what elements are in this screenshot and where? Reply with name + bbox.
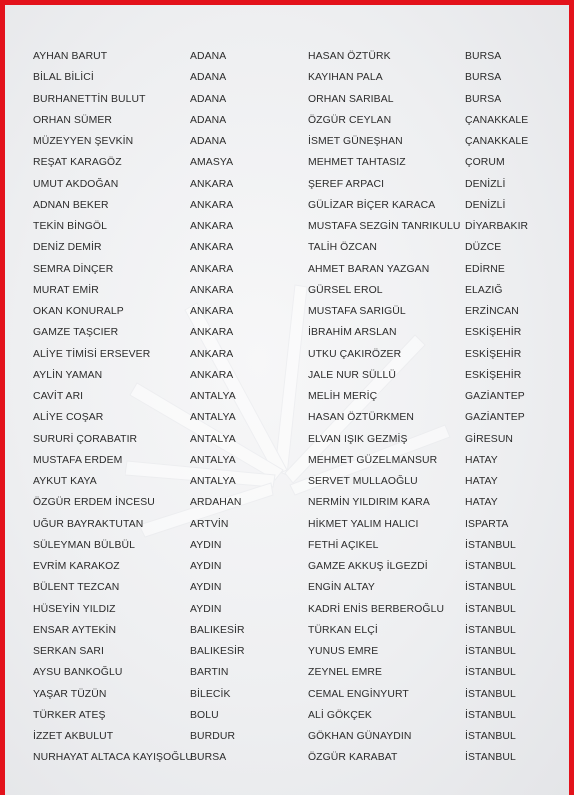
member-name: HASAN ÖZTÜRK <box>308 51 391 62</box>
member-city: BURSA <box>465 94 502 105</box>
member-name: SERVET MULLAOĞLU <box>308 476 418 487</box>
member-city: DENİZLİ <box>465 179 506 190</box>
member-name: SEMRA DİNÇER <box>33 264 114 275</box>
member-city: İSTANBUL <box>465 710 516 721</box>
member-city: ANTALYA <box>190 455 236 466</box>
member-city: İSTANBUL <box>465 731 516 742</box>
member-city: ELAZIĞ <box>465 285 503 296</box>
member-name: AHMET BARAN YAZGAN <box>308 264 430 275</box>
member-city: ADANA <box>190 136 227 147</box>
member-name: TALİH ÖZCAN <box>308 242 378 253</box>
member-name: AYHAN BARUT <box>33 51 108 62</box>
member-city: ANKARA <box>190 221 234 232</box>
member-city: ANKARA <box>190 264 234 275</box>
member-city: ESKİŞEHİR <box>465 349 522 360</box>
member-name: BURHANETTİN BULUT <box>33 94 146 105</box>
member-city: ISPARTA <box>465 519 509 530</box>
member-name: BÜLENT TEZCAN <box>33 582 120 593</box>
member-name: ŞEREF ARPACI <box>308 179 385 190</box>
member-city: AMASYA <box>190 157 234 168</box>
member-city: AYDIN <box>190 540 222 551</box>
member-name: KADRİ ENİS BERBEROĞLU <box>308 604 445 615</box>
member-name: ÖZGÜR KARABAT <box>308 752 398 763</box>
member-name: ÖZGÜR CEYLAN <box>308 115 392 126</box>
member-name: GÜLİZAR BİÇER KARACA <box>308 200 436 211</box>
member-city: ADANA <box>190 94 227 105</box>
member-city: İSTANBUL <box>465 646 516 657</box>
member-name: YUNUS EMRE <box>308 646 379 657</box>
member-name: ENSAR AYTEKİN <box>33 625 117 636</box>
member-city: İSTANBUL <box>465 625 516 636</box>
member-name: MEHMET TAHTASIZ <box>308 157 406 168</box>
member-city: AYDIN <box>190 582 222 593</box>
member-city: BALIKESİR <box>190 646 245 657</box>
member-name: TÜRKER ATEŞ <box>33 710 106 721</box>
member-city: ANTALYA <box>190 412 236 423</box>
member-city: ANKARA <box>190 349 234 360</box>
member-city: ANKARA <box>190 179 234 190</box>
member-name: GÖKHAN GÜNAYDIN <box>308 731 412 742</box>
member-name: UĞUR BAYRAKTUTAN <box>33 519 144 530</box>
member-city: İSTANBUL <box>465 561 516 572</box>
member-name: ORHAN SARIBAL <box>308 94 394 105</box>
member-name: ELVAN IŞIK GEZMİŞ <box>308 434 408 445</box>
member-city: GAZİANTEP <box>465 412 525 423</box>
member-name: UMUT AKDOĞAN <box>33 179 119 190</box>
member-city: İSTANBUL <box>465 604 516 615</box>
member-city: BİLECİK <box>190 689 231 700</box>
member-city: ÇANAKKALE <box>465 115 529 126</box>
member-name: İZZET AKBULUT <box>33 731 114 742</box>
member-city: ANKARA <box>190 285 234 296</box>
member-city: ADANA <box>190 72 227 83</box>
member-name: JALE NUR SÜLLÜ <box>308 370 397 381</box>
member-city: BOLU <box>190 710 219 721</box>
member-city: BARTIN <box>190 667 229 678</box>
member-city: ERZİNCAN <box>465 306 519 317</box>
member-city: ARTVİN <box>190 519 229 530</box>
member-city: BURSA <box>465 51 502 62</box>
member-name: İSMET GÜNEŞHAN <box>308 136 403 147</box>
member-name: GAMZE AKKUŞ İLGEZDİ <box>308 561 428 572</box>
member-name: YAŞAR TÜZÜN <box>33 689 107 700</box>
member-name: GÜRSEL EROL <box>308 285 383 296</box>
member-name: İBRAHİM ARSLAN <box>308 327 397 338</box>
member-city: AYDIN <box>190 561 222 572</box>
member-name: ALİYE TİMİSİ ERSEVER <box>33 349 151 360</box>
member-city: ÇANAKKALE <box>465 136 529 147</box>
member-city: ARDAHAN <box>190 497 242 508</box>
member-city: İSTANBUL <box>465 582 516 593</box>
member-city: ESKİŞEHİR <box>465 370 522 381</box>
member-name: SÜLEYMAN BÜLBÜL <box>33 540 135 551</box>
member-name: SERKAN SARI <box>33 646 104 657</box>
member-name: MURAT EMİR <box>33 285 99 296</box>
member-name: FETHİ AÇIKEL <box>308 540 379 551</box>
member-name: ÖZGÜR ERDEM İNCESU <box>33 497 155 508</box>
member-city: ANKARA <box>190 242 234 253</box>
member-name: MUSTAFA SEZGİN TANRIKULU <box>308 221 461 232</box>
member-name: MELİH MERİÇ <box>308 391 378 402</box>
member-name: MUSTAFA ERDEM <box>33 455 123 466</box>
member-city: GİRESUN <box>465 434 514 445</box>
member-city: BURSA <box>465 72 502 83</box>
member-name: REŞAT KARAGÖZ <box>33 157 122 168</box>
member-name: HİKMET YALIM HALICI <box>308 519 419 530</box>
member-city: ADANA <box>190 115 227 126</box>
member-name: ADNAN BEKER <box>33 200 109 211</box>
member-city: BALIKESİR <box>190 625 245 636</box>
member-city: ANKARA <box>190 306 234 317</box>
member-city: İSTANBUL <box>465 540 516 551</box>
member-name: NURHAYAT ALTACA KAYIŞOĞLU <box>33 752 193 763</box>
member-city: DENİZLİ <box>465 200 506 211</box>
member-name: SURURİ ÇORABATIR <box>33 434 138 445</box>
member-city: ADANA <box>190 51 227 62</box>
member-city: İSTANBUL <box>465 667 516 678</box>
member-name: ALİ GÖKÇEK <box>308 710 372 721</box>
member-name: ZEYNEL EMRE <box>308 667 383 678</box>
member-city: DİYARBAKIR <box>465 221 529 232</box>
member-name: CEMAL ENGİNYURT <box>308 689 409 700</box>
member-name: GAMZE TAŞCIER <box>33 327 119 338</box>
member-city: İSTANBUL <box>465 689 516 700</box>
member-name: KAYIHAN PALA <box>308 72 383 83</box>
member-city: ÇORUM <box>465 157 505 168</box>
member-name: NERMİN YILDIRIM KARA <box>308 497 430 508</box>
member-city: HATAY <box>465 476 498 487</box>
member-name: AYLİN YAMAN <box>33 370 103 381</box>
member-city: BURSA <box>190 752 227 763</box>
member-city: ANKARA <box>190 327 234 338</box>
member-city: ANTALYA <box>190 434 236 445</box>
member-city: ANKARA <box>190 200 234 211</box>
member-name: TÜRKAN ELÇİ <box>308 625 378 636</box>
member-name: MEHMET GÜZELMANSUR <box>308 455 438 466</box>
member-name: TEKİN BİNGÖL <box>33 221 107 232</box>
member-name: HASAN ÖZTÜRKMEN <box>308 412 414 423</box>
member-name: HÜSEYİN YILDIZ <box>33 604 116 615</box>
member-city: ANTALYA <box>190 391 236 402</box>
member-name: BİLAL BİLİCİ <box>33 72 94 83</box>
member-name: ALİYE COŞAR <box>33 412 104 423</box>
member-name: AYKUT KAYA <box>33 476 97 487</box>
member-name: MÜZEYYEN ŞEVKİN <box>33 136 134 147</box>
member-name: EVRİM KARAKOZ <box>33 561 120 572</box>
member-city: AYDIN <box>190 604 222 615</box>
member-name: AYSU BANKOĞLU <box>33 667 123 678</box>
member-city: ANTALYA <box>190 476 236 487</box>
member-name: CAVİT ARI <box>33 391 84 402</box>
member-city: DÜZCE <box>465 242 502 253</box>
member-city: HATAY <box>465 497 498 508</box>
member-name: ORHAN SÜMER <box>33 115 113 126</box>
member-name: DENİZ DEMİR <box>33 242 102 253</box>
member-name: OKAN KONURALP <box>33 306 124 317</box>
member-name: UTKU ÇAKIRÖZER <box>308 349 402 360</box>
member-city: ESKİŞEHİR <box>465 327 522 338</box>
member-city: EDİRNE <box>465 264 505 275</box>
member-name: ENGİN ALTAY <box>308 582 375 593</box>
member-city: HATAY <box>465 455 498 466</box>
member-name: MUSTAFA SARIGÜL <box>308 306 406 317</box>
member-city: BURDUR <box>190 731 236 742</box>
member-city: İSTANBUL <box>465 752 516 763</box>
member-city: GAZİANTEP <box>465 391 525 402</box>
member-city: ANKARA <box>190 370 234 381</box>
